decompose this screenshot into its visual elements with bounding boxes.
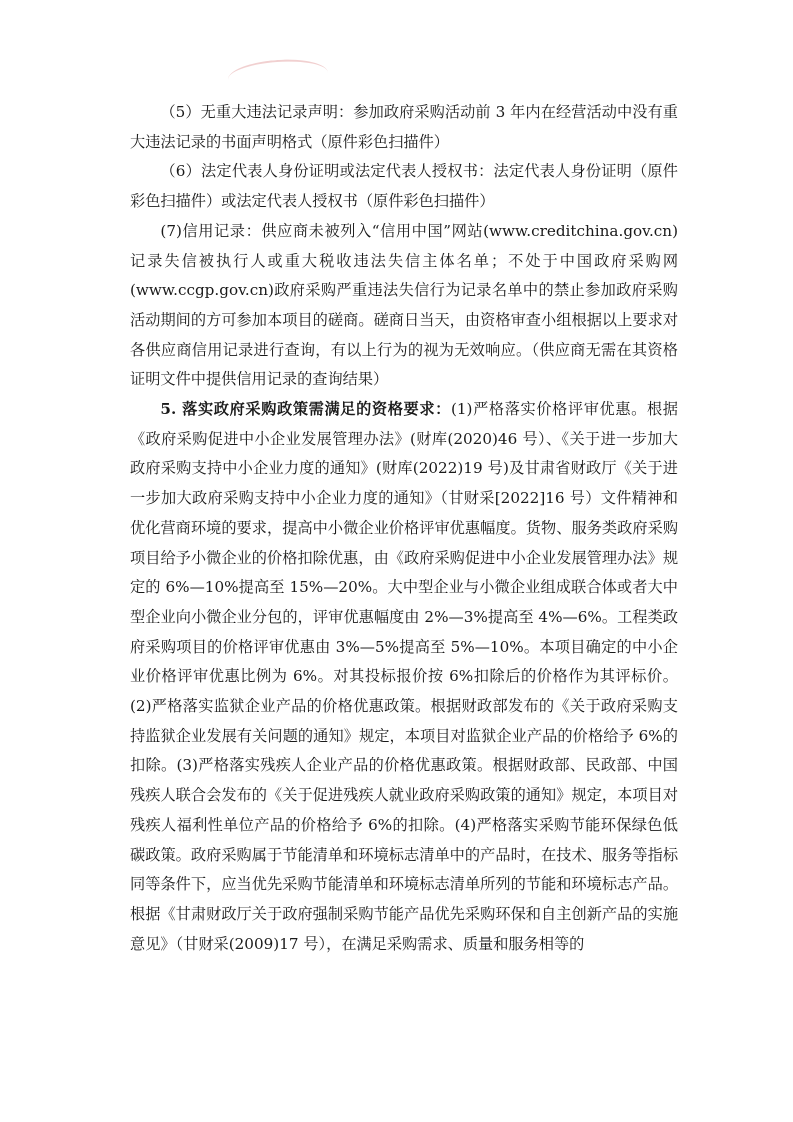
section-5-body: (1)严格落实价格评审优惠。根据《政府采购促进中小企业发展管理办法》(财库(2020)46 号）、《关于进一步加大政府采购支持中小企业力度的通知》(财库(2022)19 号)及甘肃省财政厅《关于进一步加大政府采购支持中小企业力度的通知》（甘财采[2022]16 号）文件精神和优化营商环境的要求，提高中小微企业价格评审优惠幅度。货物、服务类政府采购项目给予小微企业的价格扣除优惠，由《政府采购促进中小企业发展管理办法》规定的 6%—10%提高至 15%—20%。大中型企业与小微企业组成联合体或者大中型企业向小微企业分包的，评审优惠幅度由 2%—3%提高至 4%—6%。工程类政府采购项目的价格评审优惠由 3%—5%提高至 5%—10%。本项目确定的中小企业价格评审优惠比例为 6%。对其投标报价按 6%扣除后的价格作为其评标价。(2)严格落实监狱企业产品的价格优惠政策。根据财政部发布的《关于政府采购支持监狱企业发展有关问题的通知》规定，本项目对监狱企业产品的价格给予 6%的扣除。(3)严格落实残疾人企业产品的价格优惠政策。根据财政部、民政部、中国残疾人联合会发布的《关于促进残疾人就业政府采购政策的通知》规定，本项目对残疾人福利性单位产品的价格给予 6%的扣除。(4)严格落实采购节能环保绿色低碳政策。政府采购属于节能清单和环境标志清单中的产品时，在技术、服务等指标同等条件下，应当优先采购节能清单和环境标志清单所列的节能和环境标志产品。根据《甘肃财政厅关于政府强制采购节能产品优先采购环保和自主创新产品的实施意见》（甘财采(2009)17 号），在满足采购需求、质量和服务相等的 <box>130 400 678 953</box>
item-5-no-violation-statement: （5）无重大违法记录声明：参加政府采购活动前 3 年内在经营活动中没有重大违法记录的书面声明格式（原件彩色扫描件） <box>130 103 678 151</box>
item-6-legal-representative: （6）法定代表人身份证明或法定代表人授权书：法定代表人身份证明（原件彩色扫描件）或法定代表人授权书（原件彩色扫描件） <box>130 162 678 211</box>
section-5-heading: 5. 落实政府采购政策需满足的资格要求： <box>160 400 451 419</box>
document-body <box>130 98 678 959</box>
item-7-credit-record: (7)信用记录：供应商未被列入“信用中国”网站(www.creditchina.gov.cn)记录失信被执行人或重大税收违法失信主体名单；不处于中国政府采购网(www.ccgp.gov.cn)政府采购严重违法失信行为记录名单中的禁止参加政府采购活动期间的方可参加本项目的磋商。磋商日当天，由资格审查小组根据以上要求对各供应商信用记录进行查询，有以上行为的视为无效响应。（供应商无需在其资格证明文件中提供信用记录的查询结果） <box>130 221 678 389</box>
section-5-policy-requirements <box>130 395 678 959</box>
red-seal-stamp-fragment <box>227 57 329 96</box>
